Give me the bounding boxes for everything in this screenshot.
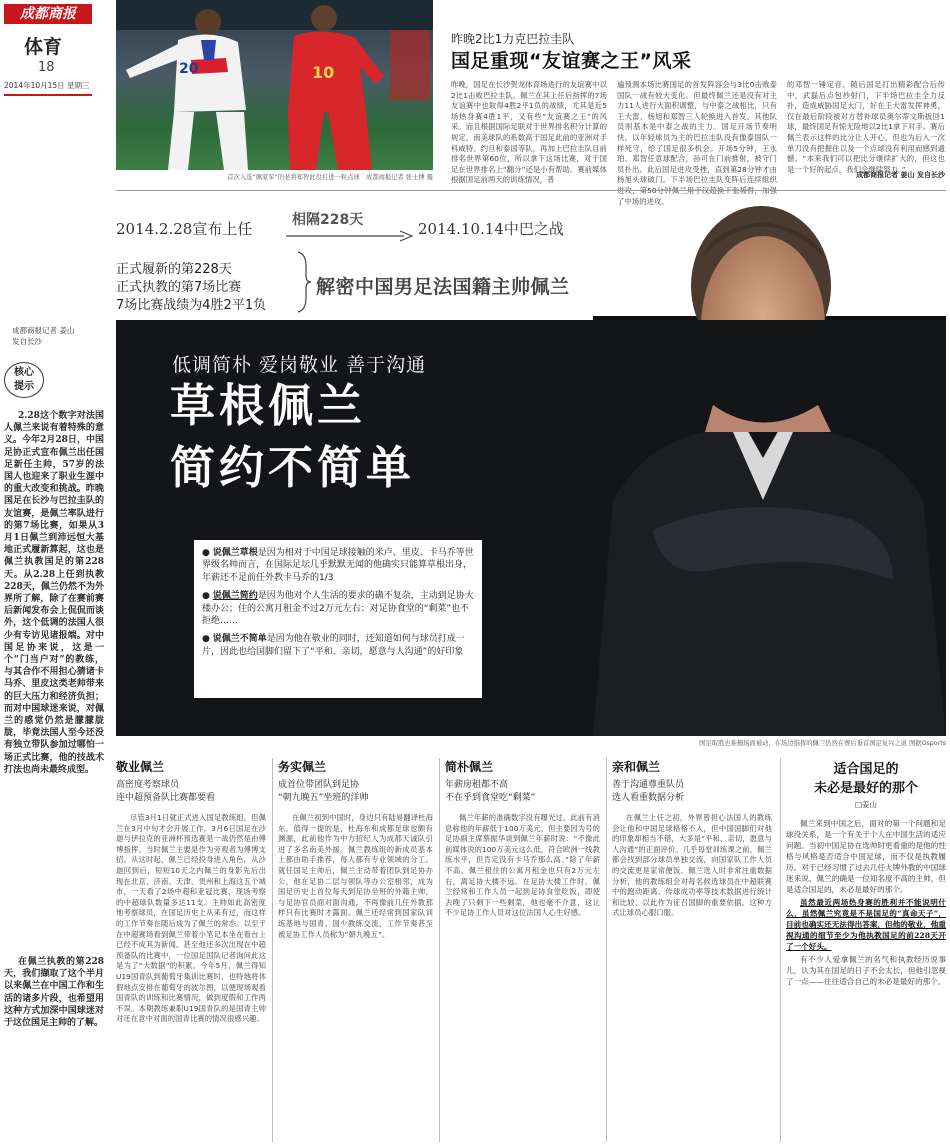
hero-title-line1: 草根佩兰 [170,379,367,432]
timeline-end: 2014.10.14中巴之战 [418,220,564,238]
core-tip-label-line2: 提示 [14,381,34,392]
hero-bullet-1-lead: 说佩兰草根 [212,548,258,558]
hero-bullet-3-lead: 说佩兰不简单 [212,634,267,645]
hero-bullet-2-text: 是因为他对个人生活的要求的确不复杂，主动到足协大楼办公；住的公寓月租金不过2万元左右；对足协食堂的“剩菜”也不拒绝…… [202,591,474,627]
column-divider-1 [272,758,273,1142]
masthead-logo: 成都商报 [4,4,92,24]
sidebar-text: 2.28这个数字对法国人佩兰来说有着特殊的意义。今年2月28日，中国足协正式宣布佩兰出任国足新任主帅，57岁的法国人也迎来了职业生涯中的重大改变和挑战。昨晚国足在长沙与巴拉圭队的友谊赛，是佩兰率队进行的第7场比赛，如果从3月1日佩兰到沛远恒大基地正式履新算起，这也是佩兰执教国足的第228天。从2.28上任到执教228天，佩兰仍然不为外界所了解，除了在赛前赛后新闻发布会上侃侃而谈外，这个低调的法国人很少有专访见诸报端。对中国足协来说，这是一个“门当户对”的教练，与其合作不用担心猜诸卡马乔、里皮这类老帅带来的巨大压力和经济负担；而对中国球迷来说，对佩兰的感觉仍然是朦朦胧胧，毕竟法国人至今还没有独立带队参加过哪怕一场正式比赛，他的技战术打法也尚未最终成型。 [4,411,104,775]
top-divider [116,190,946,191]
hero-bullet-3: ● 说佩兰不简单是因为他在敬业的同时，还知道如何与球员打成一片，因此也给国脚们留下了“平和、亲切，愿意与人沟通”的好印象 [202,634,465,657]
column-3-heading: 简朴佩兰 [445,760,494,774]
timeline-gap: 相隔228天 [292,212,364,228]
column-4 [612,758,772,1142]
column-2-subhead-1: 成首位带团队到足协 [278,780,360,790]
commentary-tail: 有不少人爱拿佩兰的名气和执教经历说事儿，认为其在国足的日子不会太长，但他引忽视了一点——往往适合自己的未必是最好的那个。 [786,955,946,986]
sidebar-text-2: 在佩兰执教的第228天，我们撷取了这个半月以来佩兰在中国工作和生活的诸多片段，也希望用这种方式加深中国球迷对于这位国足主帅的了解。 [4,957,104,1029]
top-story-col3: 的邓智一锤定音。随后国足打出精彩配合后传中，武磊后点包抄射门，下半场巴拉圭全力反扑，造成威胁国足大门，好在王大雷发挥神勇，仅在最后阶段被对方替补球员奥尔蒂文斯扳回1球，最终国足有惊无险地以2比1拿下对手。赛后佩兰表示这样的比分让人开心，但也为后入一次单刀没有把握住以及一个点球没有利用而感到遗憾。“本来我们可以把比分继续扩大的，但这也是一个好的起点，我们会继续努力。” [787,80,945,174]
column-2-subhead-2: “朝九晚五”坐班的洋帅 [278,793,369,803]
hero-photo-caption: 国足取胜也难掩场面被动，在场边指挥的佩兰仍然在赛后垂首国足复兴之道 图据Osports [699,740,946,747]
column-2-heading: 务实佩兰 [278,760,327,774]
top-story-col2: 遍预测本场比赛国足的首发阵容会与3比0击败泰国队一战有较大变化。但最终佩兰还是没有对主力11人进行大面积调整，与中泰之战相比，只有王大雷、杨旭和郑智三人轮换进入首发。其他队员则基本是中泰之战的主力。国足开场节奏明快，以年轻球员为主的巴拉圭队没有像泰国队一样死守，给了国足很多机会。开场5分钟，王永珀、郑智任意球配合，孙可在门前推射，被守门员扑出。此后国足进攻受挫，直到第28分钟才由杨旭头球破门。下半场巴拉圭队变阵后连续组织 了中场的进攻。 [617,80,777,206]
top-photo [116,0,433,170]
timeline-arrow [286,230,416,242]
hero-bullet-3-text: 是因为他在敬业的同时，还知道如何与球员打成一片，因此也给国脚们留下了“平和、亲切，愿意与人沟通”的好印象 [202,634,465,657]
jersey-number-right: 10 [312,63,335,82]
column-3 [445,758,600,1142]
hero-tagline: 低调简朴 爱岗敬业 善于沟通 [172,354,427,376]
top-story-byline: 成都商报记者 姜山 发自长沙 [856,171,945,179]
timeline-stat-3: 7场比赛战绩为4胜2平1负 [116,298,267,313]
hero-bullet-1-text: 是因为相对于中国足球接触的米卢、里皮、卡马乔等世界级名帅而言，在国际足坛几乎默默无闻的他确实只能算草根出身，年薪还不足前任外教卡马乔的1/3 [202,548,474,583]
commentary-heading-1: 适合国足的 [833,762,899,777]
column-1 [116,758,266,1142]
top-photo-caption: 首次入选“佩家军”的老将郑智此役打进一粒点球 成都商报记者 张士博 摄 [227,174,433,181]
column-2-body: 在佩兰初到中国时，身边只有陆易翻译杜海东，值得一提的是，杜海东和成都足球也颇有渊源，此前他作为中方招纪人为成都天诚队引进了多名南美外援。佩兰教练组的新成员基本上都由助手推荐，每人都有专业领域的分工。就任国足主帅后，佩兰主动带着团队到足协办公，他在足协二层与领队等办公室相邻，成为国足历史上首位每天到足协坐班的外籍主帅，与足协官员面对面沟通，不再像前几任外教那样只有比赛时才露面。佩兰还经常到国家队训练基地与国青、国少教练交流，工作节奏甚至被足协工作人员称为“朝九晚五”。 [278,813,433,939]
timeline-subject: 解密中国男足法国籍主帅佩兰 [316,276,570,298]
hero-bullet-1: ● 说佩兰草根是因为相对于中国足球接触的米卢、里皮、卡马乔等世界级名帅而言，在国际足坛几乎默默无闻的他确实只能算草根出身，年薪还不足前任外教卡马乔的1/3 [202,548,474,583]
column-1-heading: 敬业佩兰 [116,760,165,774]
top-story-col3-wrap [787,80,945,182]
commentary-author: □姜山 [854,800,878,809]
column-3-subhead-1: 年薪房租都不高 [445,780,509,790]
hero-bullet-2: ● 说佩兰简约是因为他对个人生活的要求的确不复杂，主动到足协大楼办公；住的公寓月租金不过2万元左右；对足协食堂的“剩菜”也不拒绝…… [202,591,474,627]
column-4-subhead-1: 善于沟通尊重队员 [612,780,685,790]
section-name: 体育 [24,36,63,58]
issue-date: 2014年10月15日 星期三 [4,80,92,96]
timeline-stat-1: 正式履新的第228天 [116,262,232,277]
hero-silhouette [593,320,946,736]
reporter-location: 发自长沙 [12,337,42,346]
commentary-body: 佩兰来到中国之后，面对的第一个问题和足球没关系，是一个有关于个人在中国生活的适应问题。当初中国足协在选帅时更看重的是他的性格与风格是否适合中国足球，而不仅是执教履历。对于已经习惯了过去几任大牌外教的中国球迷来说，佩兰的确是一位知名度不高的主帅，但是适合国足的，未必是最好的那个。 [786,819,946,894]
jersey-number-left: 20 [179,61,199,77]
commentary-column [786,758,946,1144]
column-divider-3 [606,758,607,1142]
timeline-start: 2014.2.28宣布上任 [116,220,253,238]
brace-icon [296,250,312,314]
reporter-byline [12,325,74,347]
hero-title-line2: 简约不简单 [170,441,416,494]
top-story-kicker: 昨晚2比1力克巴拉圭队 [451,32,575,46]
core-tip-label [4,362,44,398]
timeline-stat-2: 正式执教的第7场比赛 [116,280,242,295]
core-tip-label-line1: 核心 [14,367,34,378]
commentary-bold: 虽然最近两场热身赛的胜利并不能说明什么，虽然佩兰究竟是不是国足的“真命天子”，目前也确实还无法得出答案，但他的敬业，他重视沟通的细节至少为他执教国足的前228天开了一个好头。 [786,898,946,951]
column-1-body: 尽管3月1日就正式进入国足教练组，但佩兰在3月中旬才会开展工作，3月6日国足在沙迦与伊拉克的亚洲杯预选赛是一战仍然是由傅博指挥。当时佩兰主要是作为旁观者为傅博支招。从这时起，佩兰已经投身进入角色，从沙迦回到后，短短10天之内佩兰的身影先后出现在北京、济南、天津、贵州和上海这五个城市，一天看了2场中超和亚冠比赛，现场考察的中超球队数量多达11支。主帅如此高密度地考察球员，在国足历史上从来有过，而这样的工作节奏在随后成为了佩兰的常态。以至于在中超赛场看到佩兰带着小笔记本坐在看台上已经不成其为新闻。甚至他还多次出现在中超预备队的比赛中，一位国足国队记者询问此这是为了“大数据”的积累。今年5月，佩兰得知U19国青队到葡萄牙集训比赛时，也特地将休假地点安排在葡萄牙的波尔图，以便现场观看国青队的训练和比赛情况，做到度假和工作两不误。本期教练兼职U19国青队的是国青主帅对还在意中对面的国青比赛的情况很感兴趣。 [116,813,266,1024]
column-1-subhead-1: 高密度考察球员 [116,780,180,790]
reporter-name: 成都商报记者 姜山 [12,326,75,335]
top-story-col1: 昨晚，国足在长沙贺龙体育场进行的友谊赛中以2比1击败巴拉圭队。佩兰在其上任后指挥的7场友谊赛中也取得4胜2平1负的战绩，尤其是近5场热身赛4胜1平，又有些“友谊赛之王”的风采。而且根据国际足联对于世界排名积分计算的规定，南美球队的系数高于国足此前的亚洲对手科威特、约旦和泰国等队，再加上巴拉圭队目前排名世界第60位，所以拿下这场比赛，对于国足在世界排名上“翻分”还是小有帮助。赛前媒体根据国足前两天的训练情况，普 [451,80,607,185]
column-3-subhead-2: 不在乎到食堂吃“剩菜” [445,793,536,803]
column-1-subhead-2: 连中超预备队比赛都要看 [116,793,216,803]
column-divider-2 [439,758,440,1142]
column-4-body: 在佩兰上任之初，外界曾担心法国人的教练会让他和中国足球格格不入，但中国国脚们对他的印象却相当不错，大多是“平和、亲切，愿意与人沟通”的正面评价。几乎每堂训练课之前，佩兰都会找到部分球员单独交流，向国家队工作人员的交流更是家常便饭。佩兰选人时非常注重数据分析，他的教练组会对每名候选球员在中超联赛中的跑动距离、传球成功率等技术数据进行统计和比较，以此作为征召国脚的重要依据，这种方式让球员心服口服。 [612,813,772,918]
column-divider-4 [780,758,781,1142]
column-4-heading: 亲和佩兰 [612,760,661,774]
hero-bullets-box [194,540,482,698]
column-4-subhead-2: 选人看重数据分析 [612,793,685,803]
column-2 [278,758,433,1142]
page-number: 18 [38,60,55,75]
top-story-headline: 国足重现“友谊赛之王”风采 [451,50,692,72]
commentary-heading-2: 未必是最好的那个 [813,781,918,796]
hero-bullet-2-lead: 说佩兰简约 [212,591,258,602]
column-3-body: 佩兰年薪的准确数字没有曝光过，此前有消息称他的年薪低于100万美元，但主要因为号的足协副主席蔡振华谈到佩兰年薪时说：“不像此前媒体说的100万美元这么低，符合欧洲一线教练水平，但肯定没有卡马乔那么高。”除了年薪不高，佩兰租住的公寓月租金也只有2万元左右，离足协大楼不远。在足协大楼工作时，佩兰经常和工作人员一起到足协食堂吃饭，即使去晚了只剩下一些剩菜，他也毫不介意，这让不少足协工作人员对这位法国人心生好感。 [445,813,600,918]
